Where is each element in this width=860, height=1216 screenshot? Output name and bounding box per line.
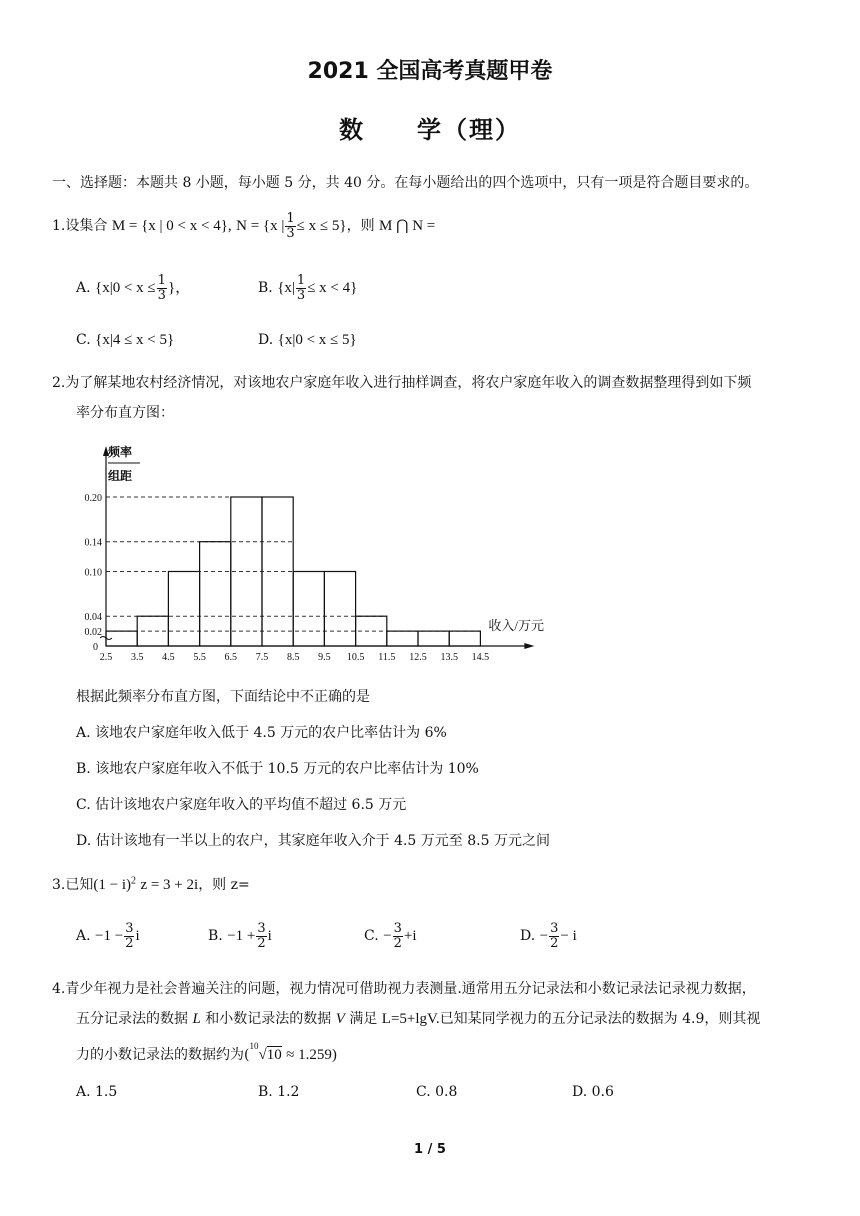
- q3-option-c: C. − $\frac{3}{2}$ +i: [364, 921, 417, 951]
- q2-stem-line2: 率分布直方图：: [76, 405, 174, 421]
- section-intro: 一、选择题：本题共 8 小题，每小题 5 分，共 40 分。在每小题给出的四个选项中，只有一项是符合题目要求的。: [52, 175, 759, 191]
- x-tick-label: 3.5: [130, 652, 144, 663]
- q1-set-n-prefix: N = {x |: [236, 218, 285, 235]
- histogram-bar: [293, 572, 324, 647]
- q1-option-a: A. {x|0 < x ≤ $\frac{1}{3}$ }，: [76, 273, 191, 303]
- x-tick-label: 6.5: [224, 652, 238, 663]
- histogram-bar: [324, 572, 355, 647]
- q2-option-d: D. 估计该地有一半以上的农户，其家庭年收入介于 4.5 万元至 8.5 万元之间: [76, 833, 550, 849]
- histogram-bar: [418, 631, 449, 646]
- q1-option-b: B. {x| $\frac{1}{3}$ ≤ x < 4}: [258, 273, 358, 303]
- q3-option-b: B. −1 + $\frac{3}{2}$ i: [208, 921, 272, 951]
- q1-intersect: M ⋂ N =: [379, 218, 436, 235]
- q1-prefix: 1.设集合: [52, 218, 108, 235]
- q4-option-c: C. 0.8: [416, 1084, 458, 1100]
- q4-line3: 力的小数记录法的数据约为($^{10}$√10 ≈ 1.259): [76, 1041, 337, 1063]
- q1-set-n-suffix: ≤ x ≤ 5}: [296, 218, 347, 235]
- x-axis-label: 收入/万元: [488, 618, 545, 633]
- x-tick-label: 11.5: [378, 652, 396, 663]
- x-tick-label: 4.5: [162, 652, 175, 663]
- y-tick-label: 0.02: [84, 627, 102, 639]
- q4-line2: 五分记录法的数据 L 和小数记录法的数据 V 满足 L=5+lgV.已知某同学视力的五分记录法的数据为 4.9，则其视: [76, 1011, 761, 1027]
- y-tick-label: 0.20: [84, 493, 102, 504]
- subject-title: 数 学（理）: [339, 116, 521, 144]
- q2-lead: 根据此频率分布直方图，下面结论中不正确的是: [76, 689, 370, 705]
- x-tick-label: 8.5: [286, 652, 300, 663]
- x-tick-label: 5.5: [193, 652, 206, 663]
- x-tick-label: 7.5: [255, 652, 269, 663]
- q3-stem: 3.已知$(1 - i)^2$ z = 3 + 2i，则 z=: [52, 875, 250, 893]
- q4-option-a: A. 1.5: [76, 1084, 118, 1100]
- exam-title: 2021 全国高考真题甲卷: [307, 59, 553, 84]
- q2-stem-line1: 2.为了解某地农村经济情况，对该地农户家庭年收入进行抽样调查，将农户家庭年收入的调查数据整理得到如下频: [52, 375, 752, 391]
- q4-option-b: B. 1.2: [258, 1084, 300, 1100]
- x-tick-label: 9.5: [318, 652, 331, 663]
- y-tick-label: 0.10: [84, 567, 102, 579]
- root-radicand: 10: [266, 1047, 282, 1063]
- origin-label: 0: [93, 642, 98, 653]
- q1-frac: $\frac{1}{3}$: [286, 211, 295, 241]
- histogram-bar: [168, 572, 199, 647]
- histogram-bar: [387, 631, 418, 646]
- q1-option-d: D. {x|0 < x ≤ 5}: [258, 332, 357, 348]
- x-tick-label: 14.5: [471, 652, 490, 663]
- x-tick-label: 2.5: [99, 652, 113, 663]
- q4-line1: 4.青少年视力是社会普遍关注的问题，视力情况可借助视力表测量.通常用五分记录法和小数记录法记录视力数据，: [52, 981, 756, 997]
- y-label-denominator: 组距: [108, 469, 133, 483]
- x-tick-label: 12.5: [409, 652, 427, 663]
- y-label-numerator: 频率: [108, 445, 133, 459]
- q1-set-m: M = {x | 0 < x < 4},: [111, 218, 232, 235]
- root-index: 10: [249, 1041, 259, 1052]
- y-tick-label: 0.04: [84, 612, 102, 624]
- histogram-bar: [200, 542, 231, 646]
- q3-option-a: A. −1 − $\frac{3}{2}$ i: [76, 921, 140, 951]
- x-axis-arrow: [524, 643, 534, 649]
- q1-stem: [52, 212, 435, 240]
- q4-option-d: D. 0.6: [572, 1084, 614, 1100]
- y-tick-label: 0.14: [84, 537, 102, 549]
- x-tick-label: 13.5: [440, 652, 458, 663]
- q1-option-c: C. {x|4 ≤ x < 5}: [76, 332, 175, 348]
- q2-option-a: A. 该地农户家庭年收入低于 4.5 万元的农户比率估计为 6%: [76, 725, 447, 741]
- histogram-chart: [70, 438, 590, 670]
- histogram-bar: [449, 631, 480, 646]
- q3-option-d: D. − $\frac{3}{2}$ − i: [520, 921, 577, 951]
- q1-ask: ，则: [346, 218, 375, 235]
- page-number: 1 / 5: [414, 1142, 446, 1157]
- q2-option-b: B. 该地农户家庭年收入不低于 10.5 万元的农户比率估计为 10%: [76, 761, 479, 777]
- root-sign: √: [258, 1047, 267, 1063]
- x-tick-label: 10.5: [346, 652, 365, 663]
- q2-option-c: C. 估计该地农户家庭年收入的平均值不超过 6.5 万元: [76, 797, 407, 813]
